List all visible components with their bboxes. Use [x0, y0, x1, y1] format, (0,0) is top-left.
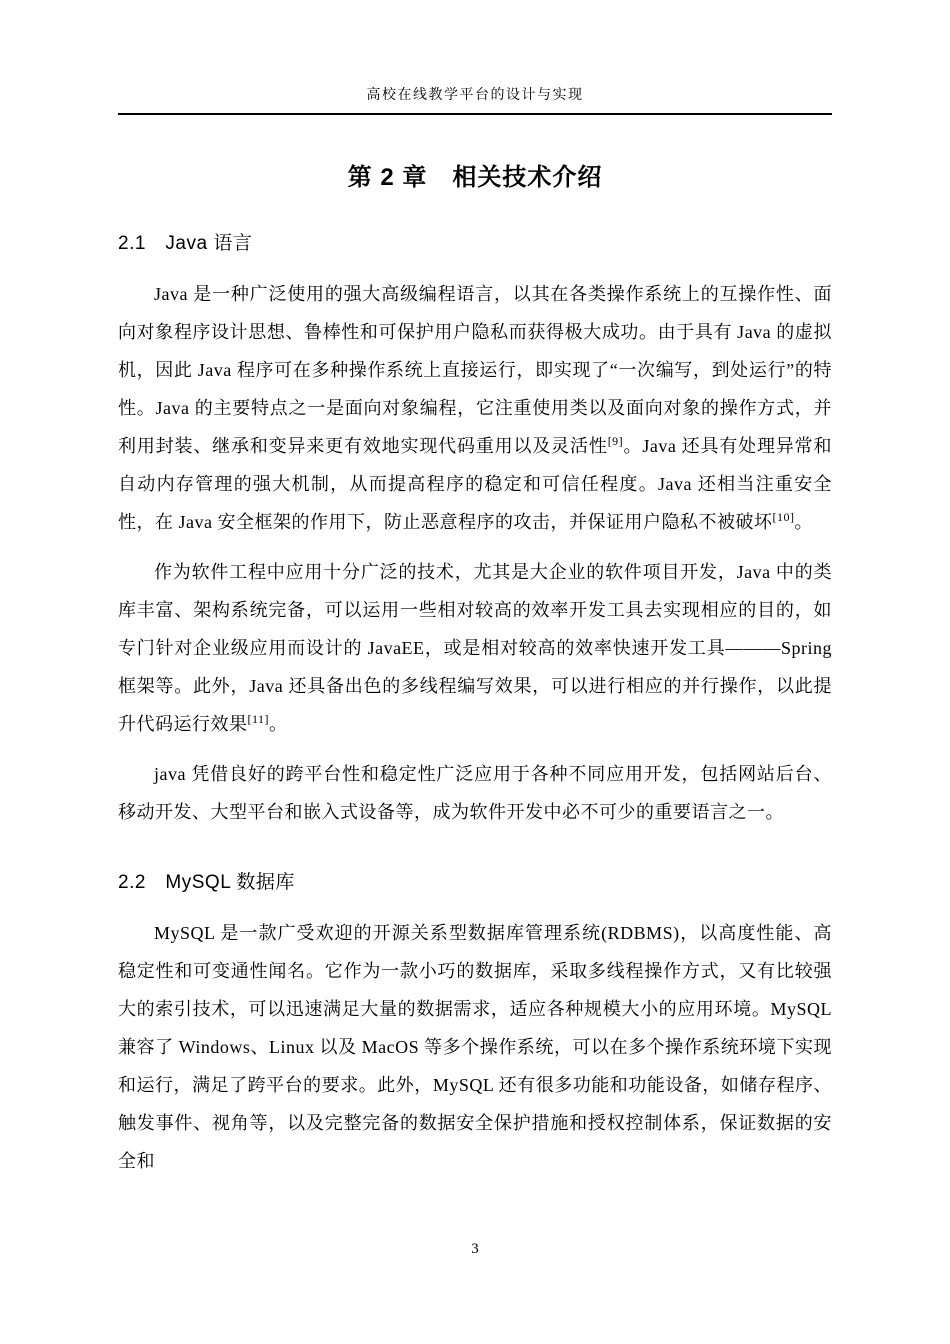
body-paragraph-java-enterprise [118, 553, 832, 743]
paragraph-text: 。 [269, 714, 288, 734]
header-title: 高校在线教学平台的设计与实现 [366, 88, 584, 103]
paragraph-text: 。 [794, 512, 813, 532]
body-paragraph-java-crossplatform: java 凭借良好的跨平台性和稳定性广泛应用于各种不同应用开发，包括网站后台、移动开发、大型平台和嵌入式设备等，成为软件开发中必不可少的重要语言之一。 [118, 764, 832, 822]
paragraph-text: Java 是一种广泛使用的强大高级编程语言，以其在各类操作系统上的互操作性、面向对象程序设计思想、鲁棒性和可保护用户隐私而获得极大成功。由于具有 Java 的虚拟机，因此 Java 程序可在多种操作系统上直接运行，即实现了“一次编写，到处运行”的特性。Java 的主要特点之一是面向对象编程，它注重使用类以及面向对象的操作方式，并利用封装、继承和变异来更有效地实现代码重用以及灵活性 [118, 284, 832, 456]
citation-ref-11: [11] [247, 712, 270, 726]
paragraph-text: 。Java 还具有处理异常和自动内存管理的强大机制，从而提高程序的稳定和可信任程度。Java 还相当注重安全性，在 Java 安全框架的作用下，防止恶意程序的攻击，并保证用户隐私不被破坏 [118, 436, 833, 532]
citation-ref-10: [10] [772, 510, 795, 524]
section-heading-2-2: 2.2 MySQL 数据库 [118, 872, 295, 893]
body-paragraph-java-intro [118, 275, 832, 541]
section-heading-2-1: 2.1 Java 语言 [118, 233, 253, 254]
body-paragraph-mysql: MySQL 是一款广受欢迎的开源关系型数据库管理系统(RDBMS)，以高度性能、高稳定性和可变通性闻名。它作为一款小巧的数据库，采取多线程操作方式，又有比较强大的索引技术，可以迅速满足大量的数据需求，适应各种规模大小的应用环境。MySQL 兼容了 Windows、Linux 以及 MacOS 等多个操作系统，可以在多个操作系统环境下实现和运行，满足了跨平台的要求。此外，MySQL 还有很多功能和功能设备，如储存程序、触发事件、视角等，以及完整完备的数据安全保护措施和授权控制体系，保证数据的安全和 [118, 923, 832, 1171]
paragraph-text: 作为软件工程中应用十分广泛的技术，尤其是大企业的软件项目开发，Java 中的类库丰富、架构系统完备，可以运用一些相对较高的效率开发工具去实现相应的目的，如专门针对企业级应用而设计的 JavaEE，或是相对较高的效率快速开发工具———Spring 框架等。此外，Java 还具备出色的多线程编写效果，可以进行相应的并行操作，以此提升代码运行效果 [118, 562, 832, 734]
page-header [118, 84, 832, 115]
chapter-title: 第 2 章 相关技术介绍 [347, 164, 603, 191]
citation-ref-9: [9] [607, 434, 624, 448]
page-footer [0, 1241, 950, 1258]
page-number: 3 [471, 1241, 479, 1257]
